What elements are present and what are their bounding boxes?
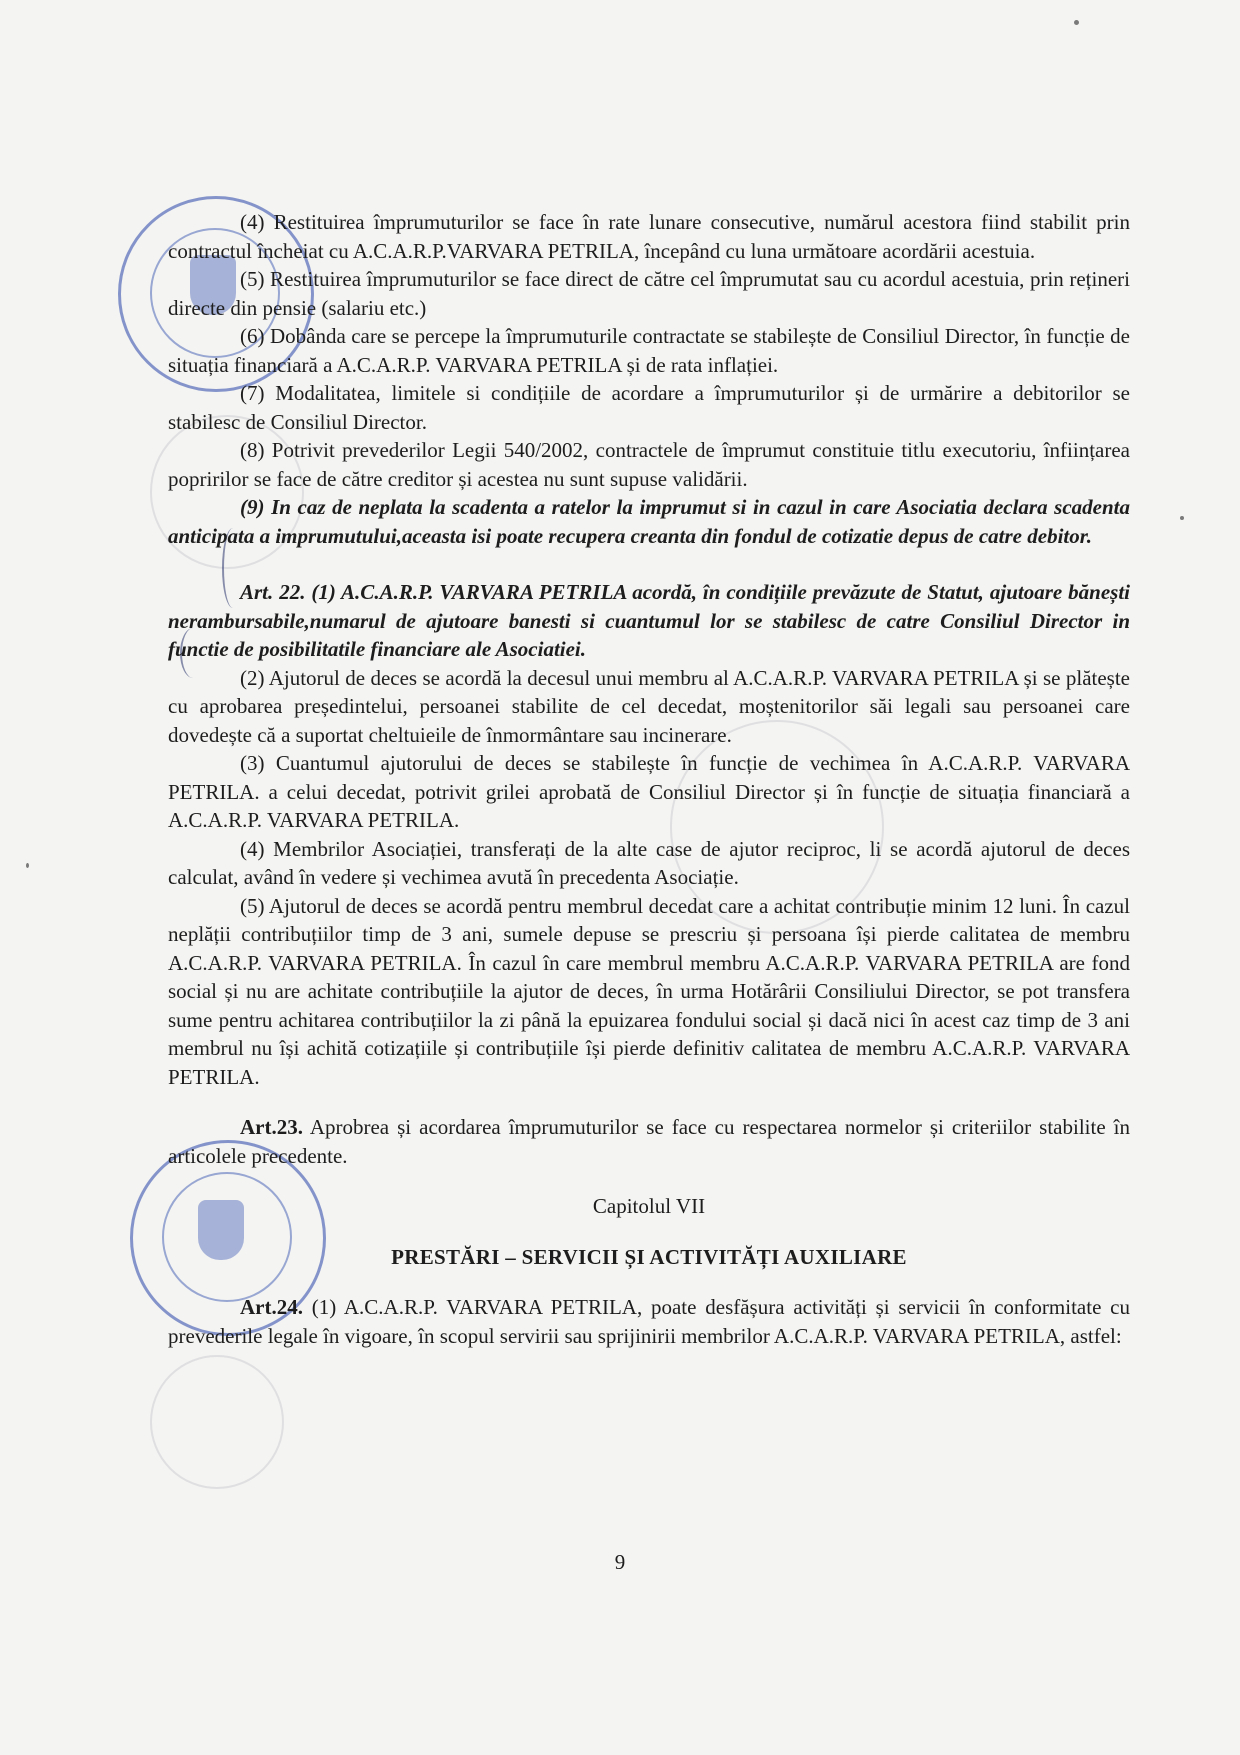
page-number: 9 bbox=[614, 1550, 626, 1574]
speck bbox=[1180, 516, 1184, 520]
chapter-title: PRESTĂRI – SERVICII ȘI ACTIVITĂȚI AUXILIARE bbox=[391, 1244, 907, 1269]
article-23-text: Aprobrea și acordarea împrumuturilor se face cu respectarea normelor și criteriilor stabilite în articolele precedente. bbox=[168, 1115, 1130, 1168]
article-22-paragraph-4: (4) Membrilor Asociației, transferați de la alte case de ajutor reciproc, li se acordă ajutorul de deces calculat, având în vedere și vechimea avută în precedenta Asociație. bbox=[168, 836, 1130, 889]
article-24 bbox=[168, 1293, 1130, 1350]
chapter-number: Capitolul VII bbox=[592, 1194, 706, 1218]
paragraph-21-6: (6) Dobânda care se percepe la împrumuturile contractate se stabilește de Consiliul Director, în funcție de situația financiară a A.C.A.R.P. VARVARA PETRILA și de rata inflației. bbox=[168, 324, 1130, 377]
article-24-text: (1) A.C.A.R.P. VARVARA PETRILA, poate desfășura activități și servicii în conformitate cu prevederile legale în vigoare, în scopul servirii sau sprijinirii membrilor A.C.A.R.P. VARVARA PETRILA, astfel: bbox=[168, 1295, 1130, 1348]
document-body bbox=[168, 208, 1130, 1350]
paragraph-21-8: (8) Potrivit prevederilor Legii 540/2002, contractele de împrumut constituie titlu executoriu, înființarea popririlor se face de către creditor și acestea nu sunt supuse validării. bbox=[168, 438, 1130, 491]
faint-stamp bbox=[150, 1355, 284, 1489]
article-22-paragraph-2: (2) Ajutorul de deces se acordă la decesul unui membru al A.C.A.R.P. VARVARA PETRILA și se plătește cu aprobarea președintelui, persoanei stabilite de cel decedat, moștenitorilor săi legali sau persoanei care dovedește că a suportat cheltuieile de înmormântare sau incinerare. bbox=[168, 665, 1130, 747]
article-22-paragraph-1: Art. 22. (1) A.C.A.R.P. VARVARA PETRILA acordă, în condițiile prevăzute de Statut, ajutoare bănești nerambursabile,numarul de ajutoare banesti si cuantumul lor se stabilesc de catre Consiliul Director in functie de posibilitatile financiare ale Asociatiei. bbox=[168, 580, 1130, 661]
paragraph-21-5: (5) Restituirea împrumuturilor se face direct de către cel împrumutat sau cu acordul acestuia, prin rețineri directe din pensie (salariu etc.) bbox=[168, 267, 1130, 320]
paragraph-21-9: (9) In caz de neplata la scadenta a ratelor la imprumut si in cazul in care Asociatia declara scadenta anticipata a imprumutului,aceasta isi poate recupera creanta din fondul de cotizatie depus de catre debitor. bbox=[168, 495, 1130, 548]
article-23-label: Art.23. bbox=[240, 1115, 303, 1139]
paragraph-21-4: (4) Restituirea împrumuturilor se face în rate lunare consecutive, numărul acestora fiind stabilit prin contractul încheiat cu A.C.A.R.P.VARVARA PETRILA, începând cu luna următoare acordării acestuia. bbox=[168, 210, 1130, 263]
article-23 bbox=[168, 1113, 1130, 1170]
speck bbox=[1074, 20, 1079, 25]
article-24-label: Art.24. bbox=[240, 1295, 303, 1319]
article-22-paragraph-3: (3) Cuantumul ajutorului de deces se stabilește în funcție de vechimea în A.C.A.R.P. VARVARA PETRILA. a celui decedat, potrivit grilei aprobată de Consiliul Director și în funcție de situația financiară a A.C.A.R.P. VARVARA PETRILA. bbox=[168, 751, 1130, 832]
speck bbox=[26, 863, 29, 868]
paragraph-21-7: (7) Modalitatea, limitele si condițiile de acordare a împrumuturilor și de urmărire a debitorilor se stabilesc de Consiliul Director. bbox=[168, 381, 1130, 434]
article-22-paragraph-5: (5) Ajutorul de deces se acordă pentru membrul decedat care a achitat contribuție minim 12 luni. În cazul neplății contribuțiilor timp de 3 ani, sumele depuse se prescriu și persoana își pierde calitatea de membru A.C.A.R.P. VARVARA PETRILA. În cazul în care membrul membru A.C.A.R.P. VARVARA PETRILA are fond social și nu are achitate contribuțiile la ajutor de deces, în urma Hotărârii Consiliului Director, se pot transfera sume pentru achitarea contribuțiilor la zi până la epuizarea fondului social și dacă nici în acest caz timp de 3 ani membrul nu își achită cotizațiile și contribuțiile își pierde definitiv calitatea de membru A.C.A.R.P. VARVARA PETRILA. bbox=[168, 893, 1130, 1089]
